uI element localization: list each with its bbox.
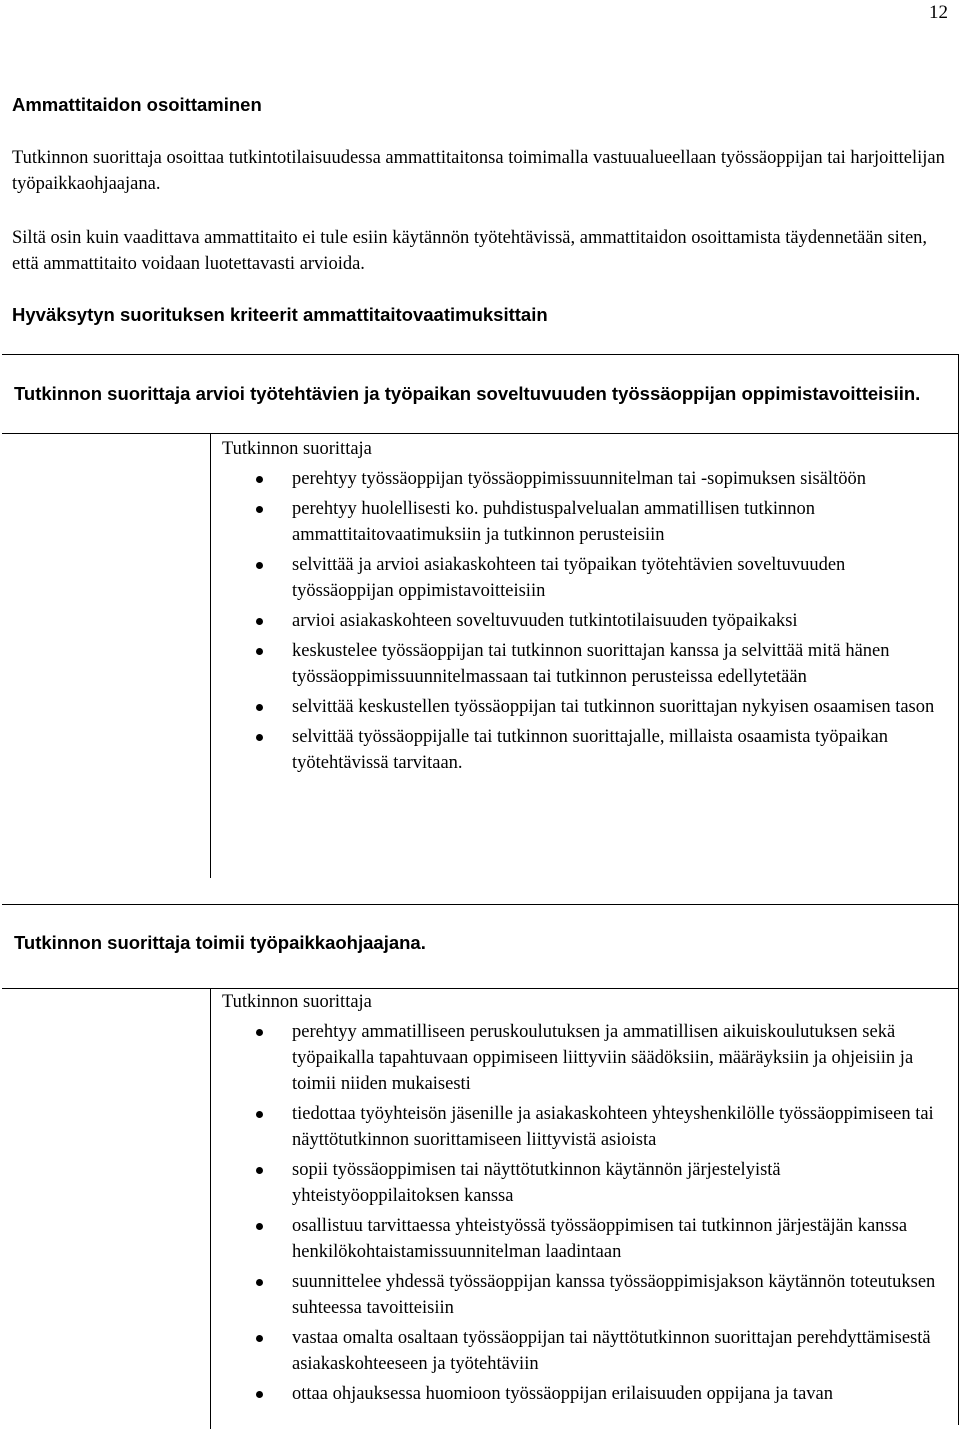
list-item: sopii työssäoppimisen tai näyttötutkinnon käytännön järjestelyistä yhteistyöoppilaitoksen kanssa: [222, 1157, 948, 1209]
list-item: keskustelee työssäoppijan tai tutkinnon suorittajan kanssa ja selvittää mitä hänen työssäoppimissuunnitelmassaan tai tutkinnon perusteissa edellytetään: [222, 638, 948, 690]
bullet-icon: [256, 734, 263, 741]
criteria-lead-supervise: Tutkinnon suorittaja: [222, 992, 372, 1012]
bullet-icon: [256, 1167, 263, 1174]
criteria-heading-evaluate: Tutkinnon suorittaja arvioi työtehtävien ja työpaikan soveltuvuuden työssäoppijan oppimistavoitteisiin.: [2, 355, 958, 434]
list-item: ottaa ohjauksessa huomioon työssäoppijan erilaisuuden oppijana ja tavan: [222, 1381, 948, 1407]
list-item: suunnittelee yhdessä työssäoppijan kanssa työssäoppimisjakson käytännön toteutuksen suhteessa tavoitteisiin: [222, 1269, 948, 1321]
list-item: selvittää työssäoppijalle tai tutkinnon suorittajalle, millaista osaamista työpaikan työtehtävissä tarvitaan.: [222, 724, 948, 776]
list-item: perehtyy työssäoppijan työssäoppimissuunnitelman tai -sopimuksen sisältöön: [222, 466, 948, 492]
page-number: 12: [929, 2, 948, 23]
heading-ammattitaidon-osoittaminen: Ammattitaidon osoittaminen: [12, 94, 262, 115]
criteria-section-evaluate: [2, 354, 959, 905]
bullet-icon: [256, 1391, 263, 1398]
list-item: arvioi asiakaskohteen soveltuvuuden tutkintotilaisuuden työpaikaksi: [222, 608, 948, 634]
bullet-icon: [256, 1335, 263, 1342]
bullet-icon: [256, 1279, 263, 1286]
bullet-icon: [256, 704, 263, 711]
criteria-heading-supervise: Tutkinnon suorittaja toimii työpaikkaohjaajana.: [2, 905, 958, 989]
bullet-icon: [256, 1223, 263, 1230]
list-item: selvittää ja arvioi asiakaskohteen tai työpaikan työtehtävien soveltuvuuden työssäoppijan oppimistavoitteisiin: [222, 552, 948, 604]
list-item: vastaa omalta osaltaan työssäoppijan tai näyttötutkinnon suorittajan perehdyttämisestä asiakaskohteeseen ja työtehtäviin: [222, 1325, 948, 1377]
bullet-icon: [256, 506, 263, 513]
intro-paragraph: Tutkinnon suorittaja osoittaa tutkintotilaisuudessa ammattitaitonsa toimimalla vastuualueellaan työssäoppijan tai harjoittelijan työpaikkaohjaajana.: [12, 148, 945, 194]
criteria-list-supervise: [222, 1019, 948, 1407]
bullet-icon: [256, 562, 263, 569]
supplement-paragraph: Siltä osin kuin vaadittava ammattitaito ei tule esiin käytännön työtehtävissä, ammattitaidon osoittamista täydennetään siten, että ammattitaito voidaan luotettavasti arvioida.: [12, 228, 928, 274]
bullet-icon: [256, 476, 263, 483]
bullet-icon: [256, 648, 263, 655]
criteria-section-supervise: [2, 904, 959, 1425]
list-item: perehtyy ammatilliseen peruskoulutuksen ja ammatillisen aikuiskoulutuksen sekä työpaikalla tapahtuvaan oppimiseen liittyviin säädöksiin, määräyksiin ja ohjeisiin ja toimii niiden mukaisesti: [222, 1019, 948, 1097]
heading-criteria: Hyväksytyn suorituksen kriteerit ammattitaitovaatimuksittain: [12, 304, 548, 325]
criteria-list-evaluate: [222, 466, 948, 776]
list-item: selvittää keskustellen työssäoppijan tai tutkinnon suorittajan nykyisen osaamisen tason: [222, 694, 948, 720]
bullet-icon: [256, 1029, 263, 1036]
criteria-body-supervise: [210, 989, 958, 1429]
list-item: osallistuu tarvittaessa yhteistyössä työssäoppimisen tai tutkinnon järjestäjän kanssa henkilökohtaistamissuunnitelman laadintaan: [222, 1213, 948, 1265]
bullet-icon: [256, 618, 263, 625]
criteria-lead-evaluate: Tutkinnon suorittaja: [222, 439, 372, 459]
list-item: tiedottaa työyhteisön jäsenille ja asiakaskohteen yhteyshenkilölle työssäoppimiseen tai näyttötutkinnon suorittamiseen liittyvistä asioista: [222, 1101, 948, 1153]
criteria-body-evaluate: [210, 434, 958, 878]
bullet-icon: [256, 1111, 263, 1118]
list-item: perehtyy huolellisesti ko. puhdistuspalvelualan ammatillisen tutkinnon ammattitaitovaatimuksiin ja tutkinnon perusteisiin: [222, 496, 948, 548]
